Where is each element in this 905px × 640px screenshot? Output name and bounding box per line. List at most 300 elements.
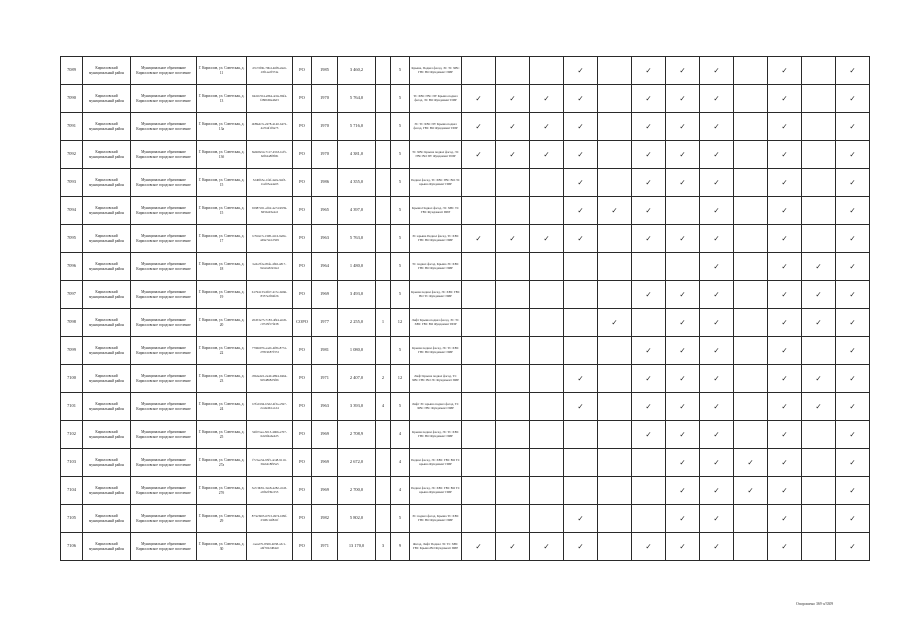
cell-floors: 5 bbox=[391, 337, 410, 365]
checkmark-icon: ✓ bbox=[836, 365, 870, 393]
cell-works: ТС ХВС Крыша подвал фасад, ЭС ГВС ВО ПУ Фундамент ПИР bbox=[410, 141, 462, 169]
checkmark-icon: ✓ bbox=[836, 393, 870, 421]
cell-sections bbox=[376, 337, 391, 365]
cell-owner: Муниципальное образование Кирилловское городское поселение bbox=[131, 393, 197, 421]
checkmark-icon: ✓ bbox=[836, 505, 870, 533]
empty-cell bbox=[564, 309, 598, 337]
empty-cell bbox=[802, 477, 836, 505]
checkmark-icon: ✓ bbox=[700, 197, 734, 225]
table-row bbox=[61, 253, 870, 281]
empty-cell bbox=[530, 477, 564, 505]
checkmark-icon: ✓ bbox=[564, 505, 598, 533]
checkmark-icon: ✓ bbox=[666, 141, 700, 169]
cell-owner: Муниципальное образование Кирилловское городское поселение bbox=[131, 309, 197, 337]
checkmark-icon: ✓ bbox=[530, 225, 564, 253]
cell-cadastral: b7b62c3-1308-4116-9e84-a69e72e12509 bbox=[247, 225, 293, 253]
empty-cell bbox=[598, 365, 632, 393]
cell-sections: 1 bbox=[376, 309, 391, 337]
checkmark-icon: ✓ bbox=[666, 421, 700, 449]
cell-sections: 4 bbox=[376, 393, 391, 421]
cell-works: ТС подвал фасад, Крыша ЭС ХВС ГВС ВО Фундамент ПИР bbox=[410, 253, 462, 281]
checkmark-icon: ✓ bbox=[836, 281, 870, 309]
empty-cell bbox=[530, 393, 564, 421]
checkmark-icon: ✓ bbox=[700, 337, 734, 365]
empty-cell bbox=[734, 57, 768, 85]
cell-sections bbox=[376, 57, 391, 85]
cell-owner: Муниципальное образование Кирилловское городское поселение bbox=[131, 449, 197, 477]
empty-cell bbox=[802, 57, 836, 85]
checkmark-icon: ✓ bbox=[700, 309, 734, 337]
cell-owner: Муниципальное образование Кирилловское городское поселение bbox=[131, 169, 197, 197]
checkmark-icon: ✓ bbox=[768, 225, 802, 253]
empty-cell bbox=[632, 505, 666, 533]
checkmark-icon: ✓ bbox=[700, 477, 734, 505]
cell-floors: 4 bbox=[391, 477, 410, 505]
empty-cell bbox=[632, 477, 666, 505]
cell-owner: Муниципальное образование Кирилловское городское поселение bbox=[131, 281, 197, 309]
cell-cadastral: 873e3903-67b3-4974-b99f-23d8c14f8d1f bbox=[247, 505, 293, 533]
empty-cell bbox=[496, 365, 530, 393]
cell-year: 1970 bbox=[312, 141, 338, 169]
cell-works: Крыша подвал фасад, ЭС ТС ХВС ГВС ВО Фундамент ПИР bbox=[410, 337, 462, 365]
empty-cell bbox=[598, 477, 632, 505]
empty-cell bbox=[734, 85, 768, 113]
checkmark-icon: ✓ bbox=[666, 225, 700, 253]
table-row bbox=[61, 113, 870, 141]
empty-cell bbox=[598, 421, 632, 449]
cell-works: Лифт Крыша подвал фасад, ТС ХВС ГВС ВО ЭС Фундамент ПИР bbox=[410, 365, 462, 393]
cell-district: Кирилловский муниципальный район bbox=[83, 449, 131, 477]
checkmark-icon: ✓ bbox=[700, 85, 734, 113]
empty-cell bbox=[734, 169, 768, 197]
empty-cell bbox=[734, 225, 768, 253]
cell-cadastral: 7796697b-aa2b-4f8b-8731-27819b87f37d bbox=[247, 337, 293, 365]
checkmark-icon: ✓ bbox=[836, 337, 870, 365]
cell-area: 5 764,0 bbox=[338, 85, 376, 113]
cell-district: Кирилловский муниципальный район bbox=[83, 533, 131, 561]
empty-cell bbox=[496, 281, 530, 309]
cell-cadastral: 8a6b8a54-7117-45b3-bcf5-62fb2a8f8f0b bbox=[247, 141, 293, 169]
empty-cell bbox=[598, 449, 632, 477]
empty-cell bbox=[462, 449, 496, 477]
cell-no: 7104 bbox=[61, 477, 83, 505]
table-row bbox=[61, 421, 870, 449]
cell-floors: 5 bbox=[391, 281, 410, 309]
empty-cell bbox=[598, 169, 632, 197]
cell-floors: 5 bbox=[391, 253, 410, 281]
cell-works: Фасад, Лифт Подвал ЭС ТС ХВС ГВС Крыша ВО Фундамент ПИР bbox=[410, 533, 462, 561]
cell-no: 7095 bbox=[61, 225, 83, 253]
cell-ownership: РО bbox=[293, 197, 312, 225]
cell-sections bbox=[376, 225, 391, 253]
checkmark-icon: ✓ bbox=[564, 141, 598, 169]
cell-no: 7100 bbox=[61, 365, 83, 393]
checkmark-icon: ✓ bbox=[802, 309, 836, 337]
checkmark-icon: ✓ bbox=[666, 449, 700, 477]
checkmark-icon: ✓ bbox=[836, 477, 870, 505]
table-body bbox=[61, 57, 870, 561]
empty-cell bbox=[734, 309, 768, 337]
cell-cadastral: 94d1b554-a864-4c0a-8bf4-f280b69a46d3 bbox=[247, 85, 293, 113]
checkmark-icon: ✓ bbox=[496, 113, 530, 141]
checkmark-icon: ✓ bbox=[632, 421, 666, 449]
cell-cadastral: b7fa0194-b3d2-4f3a-a597-2ca0e0b1a1d4 bbox=[247, 393, 293, 421]
checkmark-icon: ✓ bbox=[836, 421, 870, 449]
checkmark-icon: ✓ bbox=[632, 533, 666, 561]
empty-cell bbox=[496, 393, 530, 421]
cell-address: Г. Кириллов, ул. Советская, д. 20 bbox=[197, 309, 247, 337]
table-row bbox=[61, 197, 870, 225]
cell-address: Г. Кириллов, ул. Советская, д. 29 bbox=[197, 505, 247, 533]
empty-cell bbox=[564, 449, 598, 477]
cell-ownership: СОРО bbox=[293, 309, 312, 337]
empty-cell bbox=[802, 225, 836, 253]
cell-address: Г. Кириллов, ул. Советская, д. 22 bbox=[197, 337, 247, 365]
cell-cadastral: be6a7f2e-8bfe-4f9d-a817-92a2a2b9c0ad bbox=[247, 253, 293, 281]
empty-cell bbox=[462, 169, 496, 197]
cell-works: ЭС подвал фасад, Крыша ТС ХВС ГВС ВО Фундамент ПИР bbox=[410, 505, 462, 533]
cell-no: 7094 bbox=[61, 197, 83, 225]
checkmark-icon: ✓ bbox=[700, 141, 734, 169]
cell-owner: Муниципальное образование Кирилловское городское поселение bbox=[131, 197, 197, 225]
checkmark-icon: ✓ bbox=[564, 533, 598, 561]
checkmark-icon: ✓ bbox=[836, 197, 870, 225]
checkmark-icon: ✓ bbox=[564, 393, 598, 421]
empty-cell bbox=[598, 253, 632, 281]
table-row bbox=[61, 309, 870, 337]
checkmark-icon: ✓ bbox=[768, 197, 802, 225]
cell-district: Кирилловский муниципальный район bbox=[83, 169, 131, 197]
empty-cell bbox=[802, 85, 836, 113]
cell-year: 1963 bbox=[312, 393, 338, 421]
cell-floors: 12 bbox=[391, 309, 410, 337]
cell-address: Г. Кириллов, ул. Советская, д. 23 bbox=[197, 365, 247, 393]
checkmark-icon: ✓ bbox=[530, 85, 564, 113]
cell-owner: Муниципальное образование Кирилловское городское поселение bbox=[131, 505, 197, 533]
cell-ownership: РО bbox=[293, 141, 312, 169]
cell-year: 1970 bbox=[312, 85, 338, 113]
checkmark-icon: ✓ bbox=[768, 309, 802, 337]
cell-ownership: РО bbox=[293, 225, 312, 253]
cell-address: Г. Кириллов, ул. Советская, д. 25 bbox=[197, 421, 247, 449]
cell-address: Г. Кириллов, ул. Советская, д. 11 bbox=[197, 57, 247, 85]
empty-cell bbox=[734, 141, 768, 169]
checkmark-icon: ✓ bbox=[768, 337, 802, 365]
checkmark-icon: ✓ bbox=[564, 365, 598, 393]
empty-cell bbox=[530, 197, 564, 225]
cell-sections bbox=[376, 449, 391, 477]
cell-area: 3 493,0 bbox=[338, 281, 376, 309]
cell-year: 1969 bbox=[312, 449, 338, 477]
checkmark-icon: ✓ bbox=[632, 281, 666, 309]
cell-sections bbox=[376, 113, 391, 141]
checkmark-icon: ✓ bbox=[666, 85, 700, 113]
cell-address: Г. Кириллов, ул. Советская, д. 19 bbox=[197, 281, 247, 309]
empty-cell bbox=[632, 449, 666, 477]
cell-no: 7096 bbox=[61, 253, 83, 281]
cell-no: 7092 bbox=[61, 141, 83, 169]
cell-no: 7090 bbox=[61, 85, 83, 113]
checkmark-icon: ✓ bbox=[700, 449, 734, 477]
cell-year: 1969 bbox=[312, 281, 338, 309]
cell-works: Лифт ЭС крыша подвал фасад, ТС ХВС ГВС Фундамент ПИР bbox=[410, 393, 462, 421]
checkmark-icon: ✓ bbox=[768, 169, 802, 197]
checkmark-icon: ✓ bbox=[462, 141, 496, 169]
checkmark-icon: ✓ bbox=[632, 225, 666, 253]
checkmark-icon: ✓ bbox=[564, 57, 598, 85]
empty-cell bbox=[598, 281, 632, 309]
cell-area: 2 700,0 bbox=[338, 477, 376, 505]
cell-works: Подвал фасад, ТС ХВС ГВС ВО ЭС крыша Фундамент ПИР bbox=[410, 169, 462, 197]
cell-owner: Муниципальное образование Кирилловское городское поселение bbox=[131, 365, 197, 393]
checkmark-icon: ✓ bbox=[632, 393, 666, 421]
checkmark-icon: ✓ bbox=[666, 113, 700, 141]
empty-cell bbox=[496, 253, 530, 281]
checkmark-icon: ✓ bbox=[632, 141, 666, 169]
cell-ownership: РО bbox=[293, 477, 312, 505]
table-row bbox=[61, 533, 870, 561]
empty-cell bbox=[734, 113, 768, 141]
empty-cell bbox=[462, 197, 496, 225]
empty-cell bbox=[598, 57, 632, 85]
table-row bbox=[61, 85, 870, 113]
cell-ownership: РО bbox=[293, 337, 312, 365]
checkmark-icon: ✓ bbox=[462, 533, 496, 561]
checkmark-icon: ✓ bbox=[632, 169, 666, 197]
empty-cell bbox=[496, 421, 530, 449]
checkmark-icon: ✓ bbox=[768, 141, 802, 169]
cell-year: 1982 bbox=[312, 505, 338, 533]
cell-no: 7093 bbox=[61, 169, 83, 197]
empty-cell bbox=[462, 393, 496, 421]
cell-address: Г. Кириллов, ул. Советская, д. 30 bbox=[197, 533, 247, 561]
checkmark-icon: ✓ bbox=[734, 449, 768, 477]
checkmark-icon: ✓ bbox=[666, 169, 700, 197]
checkmark-icon: ✓ bbox=[598, 309, 632, 337]
empty-cell bbox=[564, 281, 598, 309]
checkmark-icon: ✓ bbox=[700, 533, 734, 561]
cell-sections bbox=[376, 505, 391, 533]
checkmark-icon: ✓ bbox=[768, 365, 802, 393]
empty-cell bbox=[802, 337, 836, 365]
works-table bbox=[60, 56, 870, 561]
empty-cell bbox=[734, 253, 768, 281]
checkmark-icon: ✓ bbox=[632, 85, 666, 113]
cell-ownership: РО bbox=[293, 85, 312, 113]
empty-cell bbox=[734, 281, 768, 309]
empty-cell bbox=[530, 57, 564, 85]
cell-cadastral: 61794133-0f67-417e-b666-8357e2f94f26 bbox=[247, 281, 293, 309]
checkmark-icon: ✓ bbox=[836, 449, 870, 477]
checkmark-icon: ✓ bbox=[666, 365, 700, 393]
empty-cell bbox=[530, 421, 564, 449]
checkmark-icon: ✓ bbox=[462, 113, 496, 141]
cell-ownership: РО bbox=[293, 169, 312, 197]
checkmark-icon: ✓ bbox=[700, 365, 734, 393]
checkmark-icon: ✓ bbox=[564, 169, 598, 197]
cell-floors: 5 bbox=[391, 169, 410, 197]
cell-owner: Муниципальное образование Кирилловское городское поселение bbox=[131, 421, 197, 449]
checkmark-icon: ✓ bbox=[700, 57, 734, 85]
checkmark-icon: ✓ bbox=[496, 533, 530, 561]
cell-area: 4 381,0 bbox=[338, 141, 376, 169]
checkmark-icon: ✓ bbox=[802, 365, 836, 393]
cell-sections bbox=[376, 281, 391, 309]
cell-district: Кирилловский муниципальный район bbox=[83, 421, 131, 449]
checkmark-icon: ✓ bbox=[700, 253, 734, 281]
cell-sections bbox=[376, 85, 391, 113]
cell-year: 1964 bbox=[312, 253, 338, 281]
cell-no: 7099 bbox=[61, 337, 83, 365]
cell-floors: 5 bbox=[391, 505, 410, 533]
cell-area: 4 355,0 bbox=[338, 169, 376, 197]
checkmark-icon: ✓ bbox=[836, 169, 870, 197]
empty-cell bbox=[632, 253, 666, 281]
cell-year: 1981 bbox=[312, 337, 338, 365]
cell-ownership: РО bbox=[293, 393, 312, 421]
cell-sections bbox=[376, 169, 391, 197]
cell-no: 7105 bbox=[61, 505, 83, 533]
empty-cell bbox=[598, 113, 632, 141]
cell-area: 1 080,0 bbox=[338, 337, 376, 365]
cell-ownership: РО bbox=[293, 281, 312, 309]
cell-no: 7102 bbox=[61, 421, 83, 449]
table-row bbox=[61, 281, 870, 309]
cell-address: Г. Кириллов, ул. Советская, д. 24 bbox=[197, 393, 247, 421]
empty-cell bbox=[564, 337, 598, 365]
checkmark-icon: ✓ bbox=[802, 393, 836, 421]
checkmark-icon: ✓ bbox=[632, 197, 666, 225]
cell-no: 7103 bbox=[61, 449, 83, 477]
empty-cell bbox=[564, 253, 598, 281]
cell-owner: Муниципальное образование Кирилловское городское поселение bbox=[131, 225, 197, 253]
cell-address: Г. Кириллов, ул. Советская, д. 15 bbox=[197, 169, 247, 197]
table-row bbox=[61, 57, 870, 85]
cell-cadastral: 3a7c9b81-32e8-4282-a5d3-e9fb2f39c253 bbox=[247, 477, 293, 505]
cell-ownership: РО bbox=[293, 449, 312, 477]
cell-year: 1977 bbox=[312, 309, 338, 337]
empty-cell bbox=[530, 505, 564, 533]
empty-cell bbox=[598, 225, 632, 253]
cell-sections: 3 bbox=[376, 533, 391, 561]
checkmark-icon: ✓ bbox=[666, 337, 700, 365]
cell-district: Кирилловский муниципальный район bbox=[83, 309, 131, 337]
empty-cell bbox=[598, 141, 632, 169]
checkmark-icon: ✓ bbox=[768, 281, 802, 309]
checkmark-icon: ✓ bbox=[666, 281, 700, 309]
empty-cell bbox=[530, 337, 564, 365]
cell-ownership: РО bbox=[293, 253, 312, 281]
empty-cell bbox=[530, 169, 564, 197]
cell-no: 7098 bbox=[61, 309, 83, 337]
empty-cell bbox=[734, 533, 768, 561]
checkmark-icon: ✓ bbox=[802, 253, 836, 281]
checkmark-icon: ✓ bbox=[598, 197, 632, 225]
cell-district: Кирилловский муниципальный район bbox=[83, 393, 131, 421]
checkmark-icon: ✓ bbox=[768, 57, 802, 85]
cell-sections bbox=[376, 141, 391, 169]
cell-year: 1969 bbox=[312, 477, 338, 505]
checkmark-icon: ✓ bbox=[836, 253, 870, 281]
cell-cadastral: caea27b-8309-4038-a3c1-a6f7022d8da0 bbox=[247, 533, 293, 561]
cell-cadastral: b5987451-ef62-4e7d-9939-8d5ba93e4cd bbox=[247, 197, 293, 225]
empty-cell bbox=[802, 169, 836, 197]
empty-cell bbox=[530, 449, 564, 477]
checkmark-icon: ✓ bbox=[666, 309, 700, 337]
table-row bbox=[61, 393, 870, 421]
empty-cell bbox=[802, 113, 836, 141]
table-row bbox=[61, 169, 870, 197]
empty-cell bbox=[598, 337, 632, 365]
empty-cell bbox=[530, 309, 564, 337]
table-row bbox=[61, 225, 870, 253]
checkmark-icon: ✓ bbox=[768, 85, 802, 113]
cell-cadastral: c8bded22-2a40-4894-9464-9d5486825f0b bbox=[247, 365, 293, 393]
cell-works: Крыша Подвал фасад, ЭС ХВС ТС ГВС Фундамент ПИР bbox=[410, 197, 462, 225]
checkmark-icon: ✓ bbox=[700, 225, 734, 253]
checkmark-icon: ✓ bbox=[836, 309, 870, 337]
page-footer: Опорошено 369 ч/3309 bbox=[796, 602, 834, 606]
cell-works: ТС ХВС ГВС ПУ Крыша подвал фасад, ЭС ВО Фундамент ПИР bbox=[410, 85, 462, 113]
checkmark-icon: ✓ bbox=[632, 365, 666, 393]
checkmark-icon: ✓ bbox=[700, 421, 734, 449]
cell-district: Кирилловский муниципальный район bbox=[83, 141, 131, 169]
checkmark-icon: ✓ bbox=[836, 225, 870, 253]
empty-cell bbox=[462, 57, 496, 85]
empty-cell bbox=[496, 57, 530, 85]
empty-cell bbox=[462, 281, 496, 309]
cell-area: 3 393,0 bbox=[338, 393, 376, 421]
empty-cell bbox=[564, 477, 598, 505]
cell-district: Кирилловский муниципальный район bbox=[83, 281, 131, 309]
empty-cell bbox=[598, 533, 632, 561]
checkmark-icon: ✓ bbox=[836, 57, 870, 85]
empty-cell bbox=[496, 477, 530, 505]
cell-area: 2 708,9 bbox=[338, 421, 376, 449]
empty-cell bbox=[462, 421, 496, 449]
checkmark-icon: ✓ bbox=[564, 225, 598, 253]
cell-cadastral: 52d0fb5e-1f4f-4a0a-94f3-11af05ea4e03 bbox=[247, 169, 293, 197]
checkmark-icon: ✓ bbox=[632, 113, 666, 141]
cell-district: Кирилловский муниципальный район bbox=[83, 365, 131, 393]
checkmark-icon: ✓ bbox=[666, 505, 700, 533]
cell-area: 4 397,0 bbox=[338, 197, 376, 225]
checkmark-icon: ✓ bbox=[768, 505, 802, 533]
cell-year: 1965 bbox=[312, 197, 338, 225]
cell-year: 1969 bbox=[312, 421, 338, 449]
document-sheet bbox=[60, 56, 870, 561]
cell-no: 7089 bbox=[61, 57, 83, 85]
empty-cell bbox=[802, 197, 836, 225]
cell-district: Кирилловский муниципальный район bbox=[83, 337, 131, 365]
table-row bbox=[61, 477, 870, 505]
cell-cadastral: d7e72f9b-79bd-46f8-a6e6-d3f1ae2f374a bbox=[247, 57, 293, 85]
checkmark-icon: ✓ bbox=[666, 393, 700, 421]
cell-cadastral: db89eb7e-e978-4140-b472-4a7b4f1f9a73 bbox=[247, 113, 293, 141]
cell-address: Г. Кириллов, ул. Советская, д. 27а bbox=[197, 449, 247, 477]
empty-cell bbox=[802, 141, 836, 169]
cell-address: Г. Кириллов, ул. Советская, д. 17 bbox=[197, 225, 247, 253]
empty-cell bbox=[802, 505, 836, 533]
cell-works: Крыша, Подвал фасад, ЭС ТС ХВС ГВС ВО Фундамент ПИР bbox=[410, 57, 462, 85]
empty-cell bbox=[734, 197, 768, 225]
empty-cell bbox=[530, 281, 564, 309]
checkmark-icon: ✓ bbox=[530, 141, 564, 169]
cell-district: Кирилловский муниципальный район bbox=[83, 505, 131, 533]
cell-address: Г. Кириллов, ул. Советская, д. 13а bbox=[197, 113, 247, 141]
empty-cell bbox=[734, 337, 768, 365]
checkmark-icon: ✓ bbox=[836, 85, 870, 113]
